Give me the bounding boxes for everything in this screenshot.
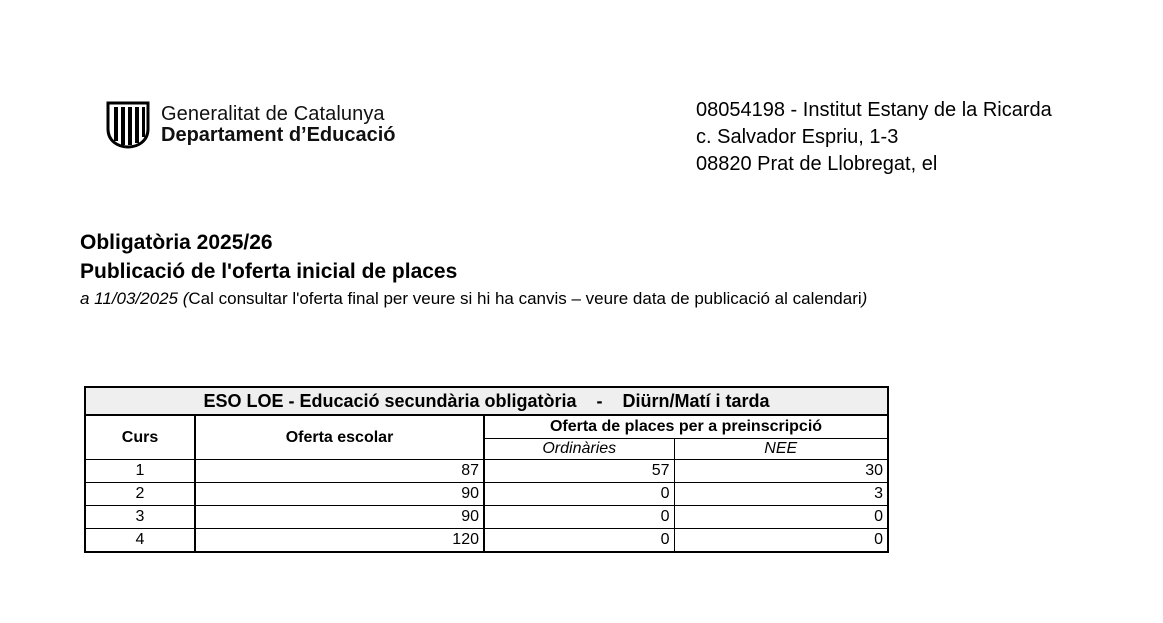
logo-text [161, 104, 396, 146]
school-city: 08820 Prat de Llobregat, el [696, 153, 938, 175]
column-header-ordinaries: Ordinàries [484, 439, 674, 460]
cell-oferta: 87 [195, 460, 484, 483]
column-header-curs: Curs [85, 415, 195, 460]
table-row [85, 460, 888, 483]
places-offer-table [84, 386, 889, 553]
logo-department-text: Departament d’Educació [161, 124, 396, 146]
column-header-preinscripcio: Oferta de places per a preinscripció [484, 415, 888, 439]
table-row [85, 506, 888, 529]
cell-curs: 3 [85, 506, 195, 529]
cell-nee: 3 [674, 483, 888, 506]
cell-curs: 4 [85, 529, 195, 553]
publication-note-text: Cal consultar l'oferta final per veure si hi ha canvis – veure data de publicació al calendari [188, 289, 862, 308]
publication-date: a 11/03/2025 ( [80, 289, 189, 308]
cell-curs: 2 [85, 483, 195, 506]
cell-nee: 30 [674, 460, 888, 483]
generalitat-emblem-icon [104, 101, 152, 149]
logo-generalitat-text: Generalitat de Catalunya [161, 103, 385, 125]
document-subtitle: Publicació de l'oferta inicial de places [80, 260, 458, 283]
column-header-oferta-escolar: Oferta escolar [195, 415, 484, 460]
school-name: 08054198 - Institut Estany de la Ricarda [696, 99, 1052, 121]
cell-ordinaries: 0 [484, 529, 674, 553]
cell-oferta: 90 [195, 506, 484, 529]
publication-note [80, 288, 867, 310]
school-street: c. Salvador Espriu, 1-3 [696, 126, 899, 148]
column-header-nee: NEE [674, 439, 888, 460]
table-row [85, 529, 888, 553]
cell-nee: 0 [674, 506, 888, 529]
cell-ordinaries: 0 [484, 506, 674, 529]
school-address [696, 97, 1052, 178]
cell-curs: 1 [85, 460, 195, 483]
generalitat-logo [104, 101, 396, 149]
cell-oferta: 90 [195, 483, 484, 506]
table-row [85, 483, 888, 506]
table-header-row [85, 415, 888, 439]
publication-note-end: ) [861, 289, 868, 308]
table-title: ESO LOE - Educació secundària obligatòria - Diürn/Matí i tarda [85, 387, 888, 415]
cell-oferta: 120 [195, 529, 484, 553]
table-title-row [85, 387, 888, 415]
cell-nee: 0 [674, 529, 888, 553]
cell-ordinaries: 57 [484, 460, 674, 483]
cell-ordinaries: 0 [484, 483, 674, 506]
document-heading [80, 228, 867, 310]
document-title: Obligatòria 2025/26 [80, 231, 273, 254]
